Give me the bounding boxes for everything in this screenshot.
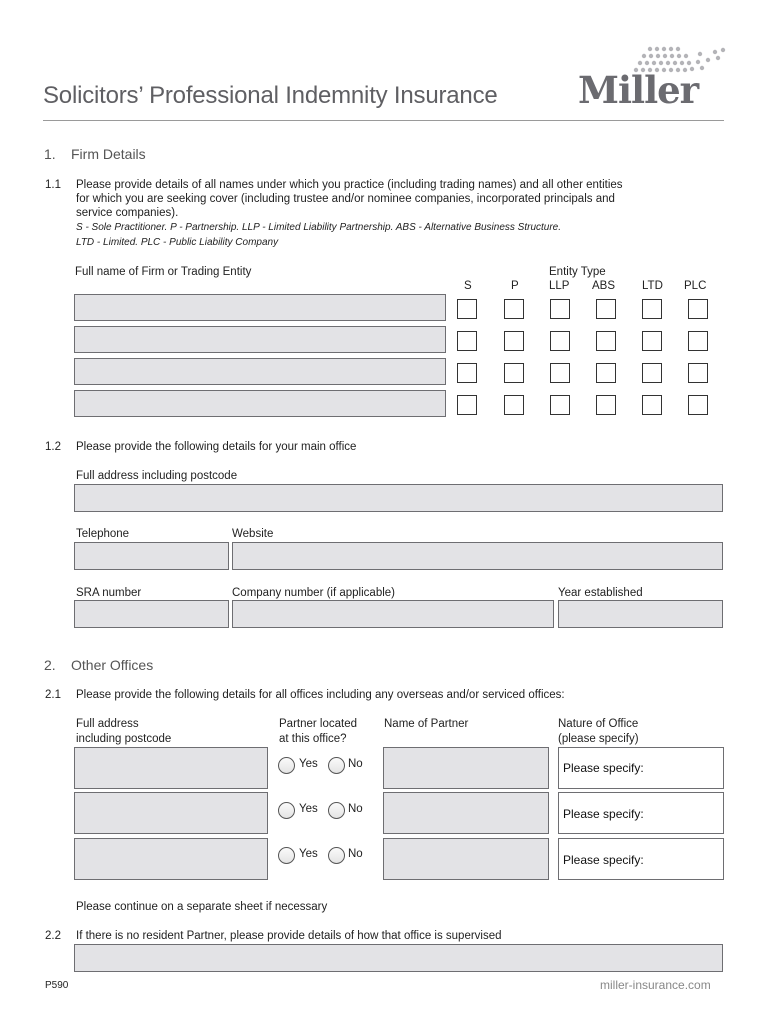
checkbox-plc-row1[interactable] (688, 299, 708, 319)
checkbox-llp-row1[interactable] (550, 299, 570, 319)
entity-col-p: P (511, 280, 519, 292)
col-address-label-2: including postcode (76, 733, 172, 745)
page-title: Solicitors’ Professional Indemnity Insurance (43, 82, 498, 109)
website-input[interactable] (232, 542, 723, 570)
q11-line-1: Please provide details of all names under which you practice (including trading names) and all other entities (76, 179, 623, 191)
partner-name-input-3[interactable] (383, 838, 549, 880)
checkbox-ltd-row4[interactable] (642, 395, 662, 415)
q22-text: If there is no resident Partner, please provide details of how that office is supervised (76, 930, 502, 942)
partner-name-input-1[interactable] (383, 747, 549, 789)
partner-no-label-3: No (348, 848, 363, 860)
partner-no-label-1: No (348, 758, 363, 770)
checkbox-s-row4[interactable] (457, 395, 477, 415)
partner-no-radio-3[interactable] (328, 847, 345, 864)
company-number-label: Company number (if applicable) (232, 587, 395, 599)
checkbox-ltd-row1[interactable] (642, 299, 662, 319)
section-1-number: 1. (44, 146, 56, 162)
entity-key-line-2: LTD - Limited. PLC - Public Liability Company (76, 237, 279, 248)
partner-no-radio-1[interactable] (328, 757, 345, 774)
office-nature-placeholder-1: Please specify: (563, 761, 644, 775)
firm-name-input-4[interactable] (74, 390, 446, 417)
checkbox-s-row2[interactable] (457, 331, 477, 351)
checkbox-ltd-row2[interactable] (642, 331, 662, 351)
year-established-input[interactable] (558, 600, 723, 628)
entity-col-llp: LLP (549, 280, 570, 292)
partner-name-input-2[interactable] (383, 792, 549, 834)
checkbox-p-row1[interactable] (504, 299, 524, 319)
entity-key-line-1: S - Sole Practitioner. P - Partnership. LLP - Limited Liability Partnership. ABS - Alternative Business Structure. (76, 222, 562, 233)
checkbox-llp-row3[interactable] (550, 363, 570, 383)
checkbox-ltd-row3[interactable] (642, 363, 662, 383)
q21-text: Please provide the following details for all offices including any overseas and/or serviced offices: (76, 689, 565, 701)
partner-yes-label-3: Yes (299, 848, 318, 860)
partner-no-label-2: No (348, 803, 363, 815)
office-nature-placeholder-2: Please specify: (563, 807, 644, 821)
entity-col-abs: ABS (592, 280, 616, 292)
telephone-label: Telephone (76, 528, 130, 540)
website-label: Website (232, 528, 274, 540)
miller-logo: Miller (578, 68, 699, 112)
q21-number: 2.1 (45, 689, 61, 701)
partner-yes-radio-1[interactable] (278, 757, 295, 774)
entity-col-s: S (464, 280, 472, 292)
form-code: P590 (45, 980, 69, 991)
q11-line-2: for which you are seeking cover (including trustee and/or nominee companies, incorporated principals and (76, 193, 615, 205)
office-address-input-2[interactable] (74, 792, 268, 834)
address-label: Full address including postcode (76, 470, 238, 482)
q11-number: 1.1 (45, 179, 61, 191)
q11-line-3: service companies). (76, 207, 179, 219)
sra-label: SRA number (76, 587, 142, 599)
section-1-heading (44, 146, 146, 162)
col-partner-label-2: at this office? (279, 733, 347, 745)
firm-name-label: Full name of Firm or Trading Entity (75, 266, 252, 278)
office-nature-placeholder-3: Please specify: (563, 853, 644, 867)
col-partner-name-label: Name of Partner (384, 718, 469, 730)
checkbox-abs-row3[interactable] (596, 363, 616, 383)
telephone-input[interactable] (74, 542, 229, 570)
partner-yes-radio-3[interactable] (278, 847, 295, 864)
year-established-label: Year established (558, 587, 643, 599)
company-number-input[interactable] (232, 600, 554, 628)
q12-text: Please provide the following details for your main office (76, 441, 357, 453)
footer-website: miller-insurance.com (600, 978, 711, 992)
checkbox-plc-row4[interactable] (688, 395, 708, 415)
office-address-input-1[interactable] (74, 747, 268, 789)
checkbox-plc-row2[interactable] (688, 331, 708, 351)
partner-yes-label-1: Yes (299, 758, 318, 770)
q22-number: 2.2 (45, 930, 61, 942)
checkbox-p-row4[interactable] (504, 395, 524, 415)
checkbox-abs-row2[interactable] (596, 331, 616, 351)
checkbox-p-row3[interactable] (504, 363, 524, 383)
checkbox-abs-row1[interactable] (596, 299, 616, 319)
firm-name-input-1[interactable] (74, 294, 446, 321)
q12-number: 1.2 (45, 441, 61, 453)
partner-yes-label-2: Yes (299, 803, 318, 815)
col-partner-label-1: Partner located (279, 718, 357, 730)
checkbox-s-row3[interactable] (457, 363, 477, 383)
section-2-number: 2. (44, 657, 56, 673)
checkbox-abs-row4[interactable] (596, 395, 616, 415)
col-nature-label-1: Nature of Office (558, 718, 639, 730)
section-2-heading (44, 657, 153, 673)
col-address-label-1: Full address (76, 718, 139, 730)
firm-name-input-3[interactable] (74, 358, 446, 385)
section-2-title: Other Offices (71, 657, 154, 673)
section-1-title: Firm Details (71, 146, 146, 162)
partner-no-radio-2[interactable] (328, 802, 345, 819)
sra-number-input[interactable] (74, 600, 229, 628)
checkbox-llp-row2[interactable] (550, 331, 570, 351)
header-divider (43, 120, 724, 121)
checkbox-p-row2[interactable] (504, 331, 524, 351)
supervision-details-input[interactable] (74, 944, 723, 972)
checkbox-s-row1[interactable] (457, 299, 477, 319)
continue-note: Please continue on a separate sheet if necessary (76, 901, 328, 913)
partner-yes-radio-2[interactable] (278, 802, 295, 819)
checkbox-plc-row3[interactable] (688, 363, 708, 383)
entity-col-ltd: LTD (642, 280, 663, 292)
firm-name-input-2[interactable] (74, 326, 446, 353)
office-address-input-3[interactable] (74, 838, 268, 880)
entity-col-plc: PLC (684, 280, 707, 292)
entity-type-label: Entity Type (549, 266, 606, 278)
main-address-input[interactable] (74, 484, 723, 512)
col-nature-label-2: (please specify) (558, 733, 639, 745)
checkbox-llp-row4[interactable] (550, 395, 570, 415)
